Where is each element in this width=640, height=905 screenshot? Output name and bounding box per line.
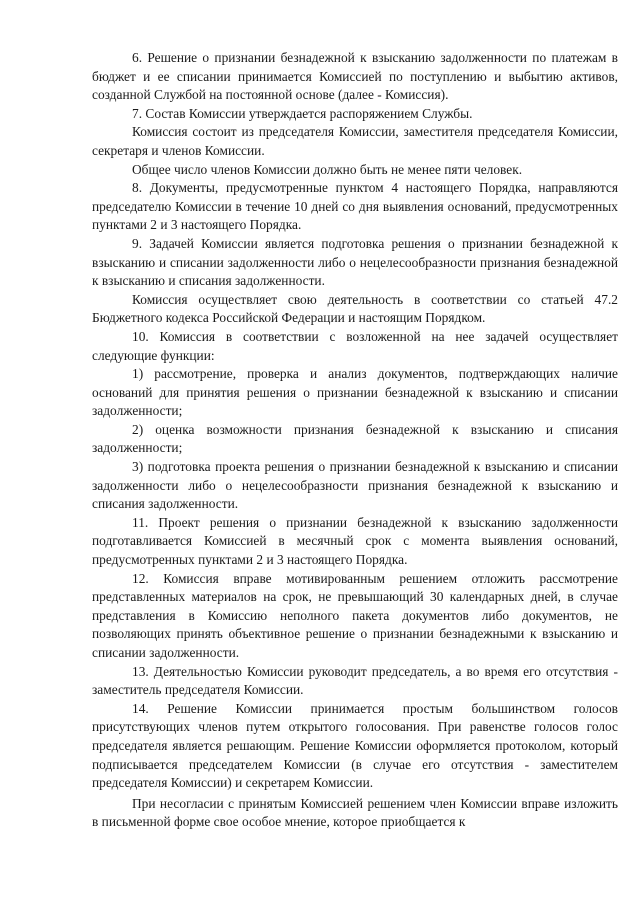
paragraph-7: 7. Состав Комиссии утверждается распоряжением Службы. — [132, 105, 473, 121]
document-page — [92, 49, 618, 832]
paragraph-function-2: 2) оценка возможности признания безнадежной к взысканию и списания задолженности; — [92, 421, 618, 456]
paragraph-commission-activity: Комиссия осуществляет свою деятельность в соответствии со статьей 47.2 Бюджетного кодекса Российской Федерации и настоящим Порядком. — [92, 291, 618, 326]
paragraph-6: 6. Решение о признании безнадежной к взысканию задолженности по платежам в бюджет и ее списании принимается Комиссией по поступлению и выбытию активов, созданной Службой на постоянной основе (далее - Комиссия). — [92, 50, 618, 103]
paragraph-function-3: 3) подготовка проекта решения о признании безнадежной к взысканию и списании задолженности либо о нецелесообразности признания безнадежной к взысканию и списания задолженности. — [92, 459, 618, 512]
paragraph-12: 12. Комиссия вправе мотивированным решением отложить рассмотрение представленных материалов на срок, не превышающий 30 календарных дней, в случае представления в Комиссию неполного пакета документов либо документов, не позволяющих принять объективное решение о признании безнадежными к взысканию и списании задолженности. — [92, 570, 618, 660]
paragraph-9: 9. Задачей Комиссии является подготовка решения о признании безнадежной к взысканию и списании задолженности либо о нецелесообразности признания безнадежной к взысканию и списания задолженности. — [92, 235, 618, 289]
paragraph-13: 13. Деятельностью Комиссии руководит председатель, а во время его отсутствия - заместитель председателя Комиссии. — [92, 663, 618, 698]
paragraph-11: 11. Проект решения о признании безнадежной к взысканию задолженности подготавливается Комиссией в месячный срок с момента выявления оснований, предусмотренных пунктами 2 и 3 настоящего Порядка. — [92, 514, 618, 568]
paragraph-member-count: Общее число членов Комиссии должно быть не менее пяти человек. — [132, 161, 523, 177]
paragraph-8: 8. Документы, предусмотренные пунктом 4 настоящего Порядка, направляются председателю Комиссии в течение 10 дней со дня выявления оснований, предусмотренных пунктами 2 и 3 настоящего Порядка. — [92, 180, 618, 233]
paragraph-dissent: При несогласии с принятым Комиссией решением член Комиссии вправе изложить в письменной форме свое особое мнение, которое приобщается к — [92, 795, 618, 830]
paragraph-function-1: 1) рассмотрение, проверка и анализ документов, подтверждающих наличие оснований для принятия решения о признании безнадежной к взысканию и списании задолженности; — [92, 366, 618, 419]
paragraph-commission-composition: Комиссия состоит из председателя Комиссии, заместителя председателя Комиссии, секретаря и членов Комиссии. — [92, 124, 618, 158]
paragraph-10: 10. Комиссия в соответствии с возложенной на нее задачей осуществляет следующие функции: — [92, 328, 618, 363]
paragraph-14: 14. Решение Комиссии принимается простым большинством голосов присутствующих членов путем открытого голосования. При равенстве голосов голос председателя является решающим. Решение Комиссии оформляется протоколом, который подписывается председателем Комиссии (в случае его отсутствия - заместителем председателя Комиссии) и секретарем Комиссии. — [92, 700, 618, 791]
